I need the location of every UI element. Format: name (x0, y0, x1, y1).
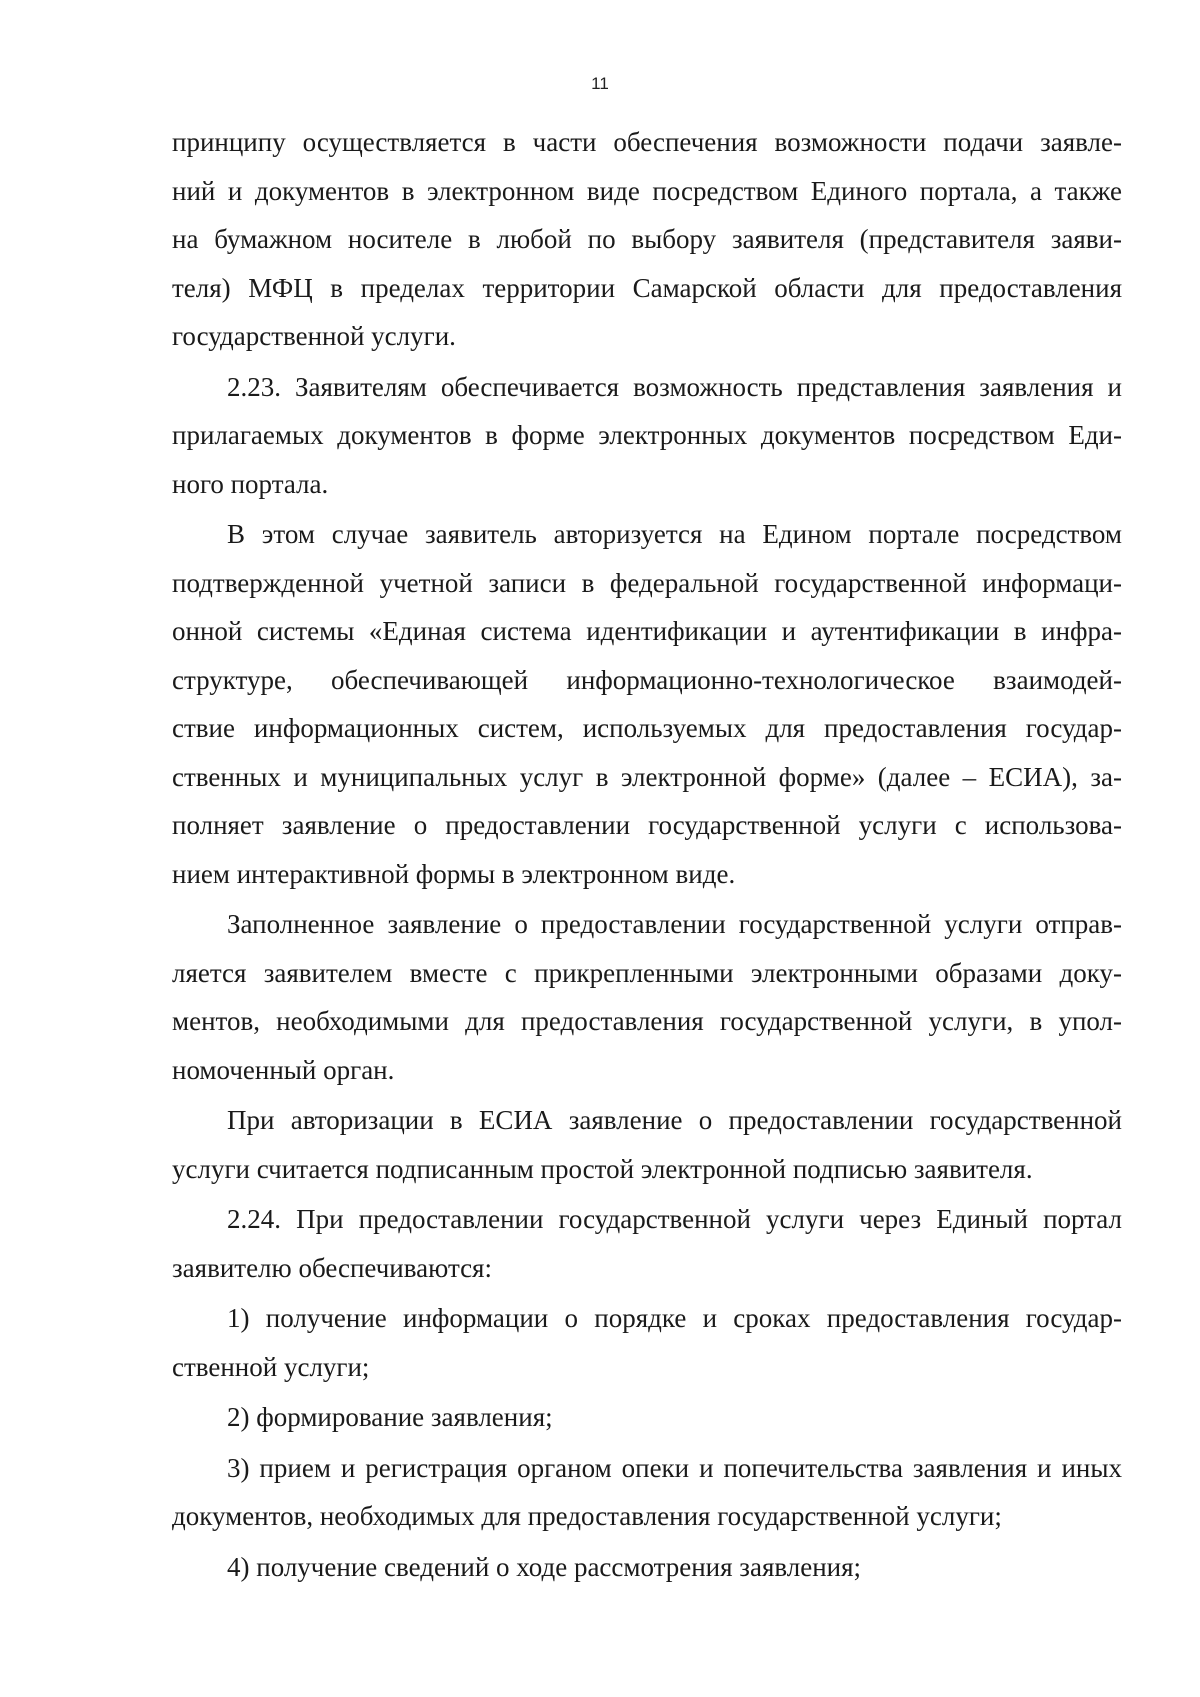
text-line: В этом случае заявитель авторизуется на Едином портале посредством (227, 519, 1122, 549)
text-line: ляется заявителем вместе с прикрепленными электронными образами доку- (172, 957, 1122, 988)
paragraph-p-continuation (172, 118, 1122, 361)
paragraph-p-item-4 (172, 1543, 1122, 1592)
text-line: на бумажном носителе в любой по выбору заявителя (представителя заяви- (172, 224, 1122, 254)
text-line: ного портала. (172, 468, 329, 499)
paragraph-p-signature (172, 1096, 1122, 1193)
paragraph-p-item-3 (172, 1444, 1122, 1541)
text-line: онной системы «Единая система идентификации и аутентификации в инфра- (172, 616, 1122, 646)
text-line: 2.24. При предоставлении государственной услуги через Единый портал (227, 1204, 1122, 1234)
text-line: ственной услуги; (172, 1351, 370, 1382)
text-line: 2.23. Заявителям обеспечивается возможность представления заявления и (227, 371, 1122, 402)
text-line: ний и документов в электронном виде посредством Единого портала, а также (172, 175, 1122, 206)
paragraph-p-item-2 (172, 1393, 1122, 1442)
text-line: 1) получение информации о порядке и сроках предоставления государ- (227, 1303, 1122, 1333)
text-line: Заполненное заявление о предоставлении государственной услуги отправ- (227, 909, 1122, 939)
paragraph-p-item-1 (172, 1294, 1122, 1391)
page-number: 11 (591, 74, 609, 93)
paragraph-p-2-24 (172, 1195, 1122, 1292)
text-line: полняет заявление о предоставлении государственной услуги с использова- (172, 810, 1122, 840)
text-line: теля) МФЦ в пределах территории Самарской области для предоставления (172, 272, 1122, 303)
text-line: 3) прием и регистрация органом опеки и попечительства заявления и иных (227, 1452, 1122, 1483)
text-line: 2) формирование заявления; (227, 1402, 553, 1432)
text-line: государственной услуги. (172, 321, 456, 351)
text-line: ствие информационных систем, используемых для предоставления государ- (172, 713, 1122, 743)
text-line: номоченный орган. (172, 1054, 395, 1085)
text-line: услуги считается подписанным простой электронной подписью заявителя. (172, 1153, 1033, 1184)
text-line: нием интерактивной формы в электронном виде. (172, 858, 736, 889)
paragraph-p-submitted (172, 900, 1122, 1094)
document-body (172, 118, 1122, 1593)
text-line: документов, необходимых для предоставления государственной услуги; (172, 1501, 1002, 1531)
text-line: заявителю обеспечиваются: (172, 1252, 492, 1283)
text-line: При авторизации в ЕСИА заявление о предоставлении государственной (227, 1105, 1122, 1135)
paragraph-p-2-23 (172, 363, 1122, 509)
text-line: ственных и муниципальных услуг в электронной форме» (далее – ЕСИА), за- (172, 761, 1122, 792)
text-line: принципу осуществляется в части обеспечения возможности подачи заявле- (172, 127, 1122, 157)
text-line: подтвержденной учетной записи в федеральной государственной информаци- (172, 567, 1122, 598)
text-line: 4) получение сведений о ходе рассмотрения заявления; (227, 1551, 862, 1582)
text-line: структуре, обеспечивающей информационно-технологическое взаимодей- (172, 664, 1122, 695)
text-line: прилагаемых документов в форме электронных документов посредством Еди- (172, 420, 1122, 450)
text-line: ментов, необходимыми для предоставления государственной услуги, в упол- (172, 1006, 1122, 1036)
paragraph-p-esia (172, 510, 1122, 898)
